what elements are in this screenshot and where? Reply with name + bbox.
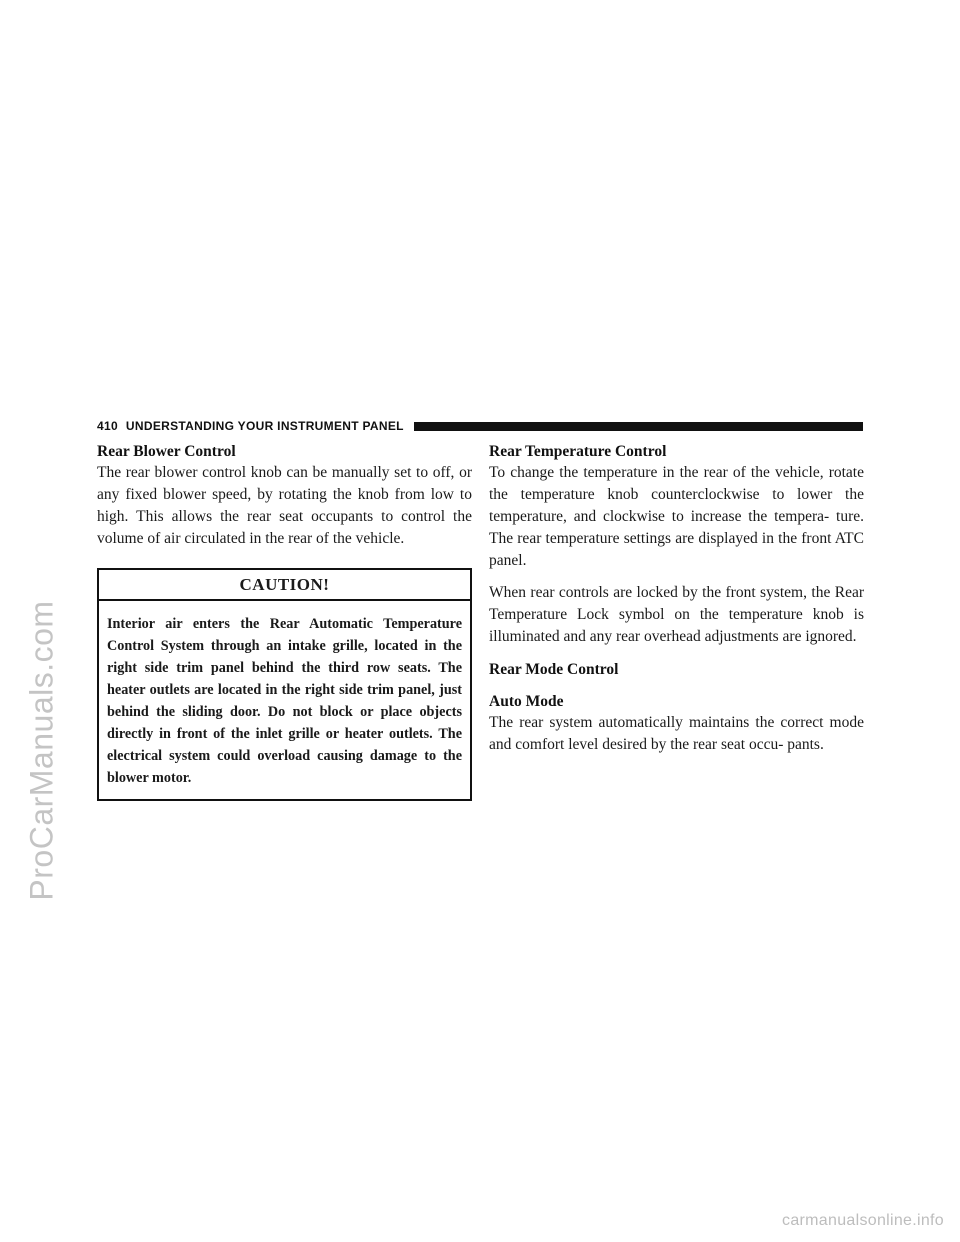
caution-box bbox=[97, 568, 472, 801]
left-column bbox=[97, 442, 472, 801]
page-number: 410 bbox=[97, 419, 118, 433]
rear-temperature-paragraph: To change the temperature in the rear of the vehicle, rotate the temperature knob counterclockwise to lower the temperature, and clockwise to increase the tempera- ture. The rear temperature settings are displayed in the front ATC panel. bbox=[489, 464, 864, 569]
bottom-watermark: carmanualsonline.info bbox=[782, 1212, 944, 1229]
rear-blower-paragraph: The rear blower control knob can be manually set to off, or any fixed blower speed, by rotating the knob from low to high. This allows the rear seat occupants to control the volume of air circulated in the rear of the vehicle. bbox=[97, 464, 472, 547]
rear-lock-paragraph: When rear controls are locked by the front system, the Rear Temperature Lock symbol on the temperature knob is illuminated and any rear overhead adjustments are ignored. bbox=[489, 584, 864, 645]
rear-mode-heading: Rear Mode Control bbox=[489, 661, 619, 678]
auto-mode-subheading: Auto Mode bbox=[489, 693, 564, 710]
auto-mode-paragraph: The rear system automatically maintains the correct mode and comfort level desired by the rear seat occu- pants. bbox=[489, 714, 864, 753]
caution-title: CAUTION! bbox=[99, 570, 470, 601]
right-column bbox=[489, 442, 864, 756]
rear-temperature-heading: Rear Temperature Control bbox=[489, 443, 667, 460]
rear-blower-heading: Rear Blower Control bbox=[97, 443, 236, 460]
header-rule bbox=[414, 422, 863, 431]
caution-body: Interior air enters the Rear Automatic Temperature Control System through an intake grille, located in the right side trim panel behind the third row seats. The heater outlets are located in the right side trim panel, just behind the sliding door. Do not block or place objects directly in front of the inlet grille or heater outlets. The electrical system could overload causing damage to the blower motor. bbox=[107, 616, 462, 786]
side-watermark-text: ProCarManuals.com bbox=[23, 599, 60, 901]
side-watermark bbox=[14, 480, 70, 1020]
section-title: UNDERSTANDING YOUR INSTRUMENT PANEL bbox=[125, 419, 404, 433]
page-header bbox=[97, 419, 863, 433]
